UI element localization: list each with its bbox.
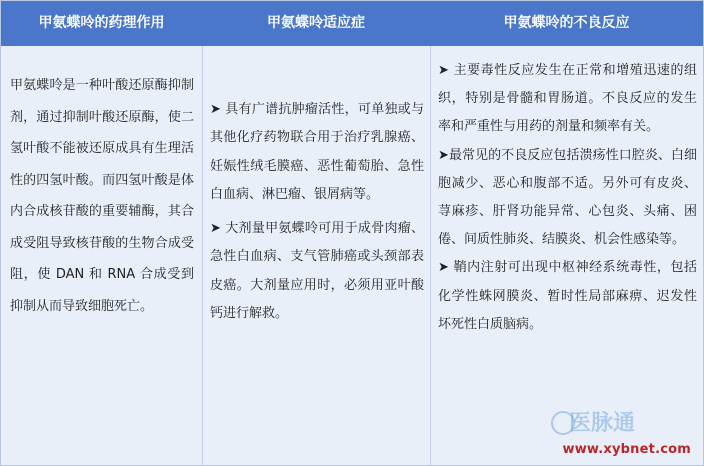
adverse-reaction-item: ➤最常见的不良反应包括溃疡性口腔炎、白细胞减少、恶心和腹部不适。另外可有皮炎、荨麻疹、肝肾功能异常、心包炎、头痛、困倦、间质性肺炎、结膜炎、机会性感染等。 (438, 147, 697, 248)
watermark (545, 409, 695, 459)
header-indications: 甲氨蝶呤适应症 (267, 15, 365, 31)
cell-indications (203, 46, 430, 465)
watermark-logo-text: 医脉通 (568, 411, 635, 436)
indication-item: ➤ 大剂量甲氨蝶呤可用于成骨肉瘤、急性白血病、支气管肺癌或头颈部表皮癌。大剂量应用时，必须用亚叶酸钙进行解救。 (210, 221, 424, 322)
adverse-reaction-item: ➤ 主要毒性反应发生在正常和增殖迅速的组织，特别是骨髓和胃肠道。不良反应的发生率和严重性与用药的剂量和频率有关。 (438, 63, 697, 135)
watermark-url: www.xybnet.com (562, 442, 691, 457)
pharmacology-text: 甲氨蝶呤是一种叶酸还原酶抑制剂，通过抑制叶酸还原酶，使二氢叶酸不能被还原成具有生理活性的四氢叶酸。而四氢叶酸是体内合成核苷酸的重要辅酶，其合成受阻导致核苷酸的生物合成受阻，使 DAN 和 RNA 合成受到抑制从而导致细胞死亡。 (10, 78, 194, 314)
header-adverse-reactions: 甲氨蝶呤的不良反应 (503, 15, 630, 31)
adverse-reaction-item: ➤ 鞘内注射可出现中枢神经系统毒性，包括化学性蛛网膜炎、暂时性局部麻痹、迟发性坏死性白质脑病。 (438, 260, 697, 332)
indication-item: ➤ 具有广谱抗肿瘤活性，可单独或与其他化疗药物联合用于治疗乳腺癌、妊娠性绒毛膜癌、恶性葡萄胎、急性白血病、淋巴瘤、银屑病等。 (210, 102, 424, 202)
table-header-row (1, 1, 703, 46)
cell-pharmacology (1, 46, 202, 465)
header-pharmacology: 甲氨蝶呤的药理作用 (38, 15, 165, 31)
cell-adverse-reactions (431, 46, 703, 465)
